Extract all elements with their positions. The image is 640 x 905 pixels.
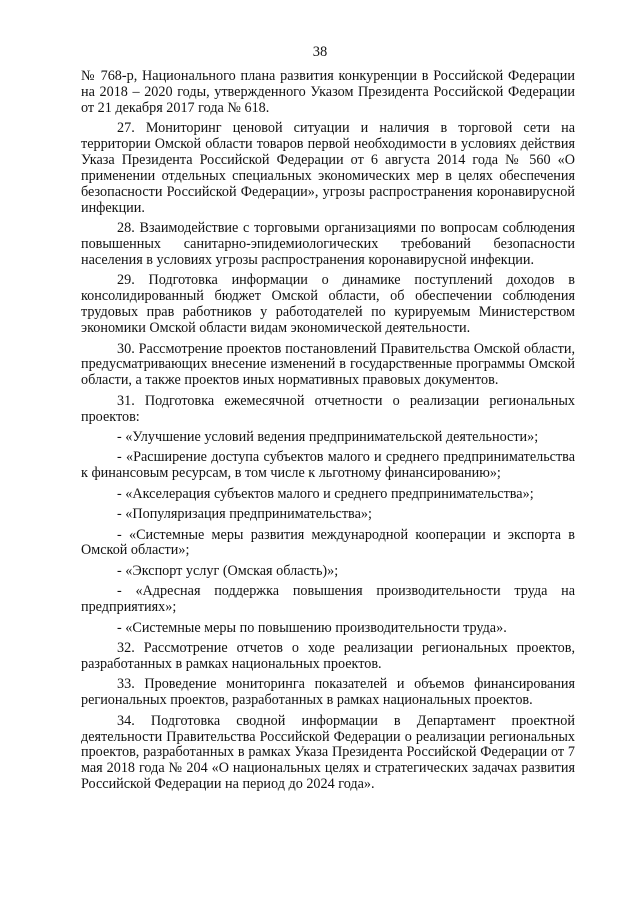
bullet-item: - «Расширение доступа субъектов малого и среднего предпринимательства к финансовым ресурсам, в том числе к льготному финансированию»; xyxy=(81,449,575,482)
bullet-item: - «Акселерация субъектов малого и среднего предпринимательства»; xyxy=(117,485,534,502)
paragraph-item-33: 33. Проведение мониторинга показателей и объемов финансирования региональных проектов, разработанных в рамках национальных проектов. xyxy=(81,676,575,709)
bullet-item: - «Популяризация предпринимательства»; xyxy=(117,506,372,523)
paragraph-item-31: 31. Подготовка ежемесячной отчетности о реализации региональных проектов: xyxy=(81,392,575,425)
bullet-item: - «Системные меры развития международной кооперации и экспорта в Омской области»; xyxy=(81,526,575,559)
document-body xyxy=(81,69,575,798)
page-number: 38 xyxy=(312,44,328,60)
bullet-item: - «Адресная поддержка повышения производительности труда на предприятиях»; xyxy=(81,583,575,616)
bullet-item: - «Экспорт услуг (Омская область)»; xyxy=(117,562,339,579)
paragraph-item-30: 30. Рассмотрение проектов постановлений Правительства Омской области, предусматривающих внесение изменений в государственные программы Омской области, а также проектов иных нормативных правовых документов. xyxy=(81,340,575,389)
paragraph-item-32: 32. Рассмотрение отчетов о ходе реализации региональных проектов, разработанных в рамках национальных проектов. xyxy=(81,640,575,672)
paragraph-item-27: 27. Мониторинг ценовой ситуации и наличия в торговой сети на территории Омской области товаров первой необходимости в условиях действия Указа Президента Российской Федерации от 6 августа 2014 года № 560 «О применении отдельных специальных экономических мер в целях обеспечения безопасности Российской Федерации», угрозы распространения коронавирусной инфекции. xyxy=(81,120,575,216)
paragraph-item-34: 34. Подготовка сводной информации в Департамент проектной деятельности Правительства Российской Федерации о реализации региональных проектов, разработанных в рамках Указа Президента Российской Федерации от 7 мая 2018 года № 204 «О национальных целях и стратегических задачах развития Российской Федерации на период до 2024 года». xyxy=(81,712,575,793)
paragraph-item-28: 28. Взаимодействие с торговыми организациями по вопросам соблюдения повышенных санитарно-эпидемиологических требований безопасности населения в условиях угрозы распространения коронавирусной инфекции. xyxy=(81,220,575,268)
bullet-item: - «Системные меры по повышению производительности труда». xyxy=(117,619,507,636)
paragraph-continuation: № 768-р, Национального плана развития конкуренции в Российской Федерации на 2018 – 2020 годы, утвержденного Указом Президента Российской Федерации от 21 декабря 2017 года № 618. xyxy=(81,68,575,116)
bullet-item: - «Улучшение условий ведения предпринимательской деятельности»; xyxy=(117,429,539,446)
paragraph-item-29: 29. Подготовка информации о динамике поступлений доходов в консолидированный бюджет Омской области, об обеспечении соблюдения трудовых прав работников у работодателей по курируемым Министерством экономики Омской области видам экономической деятельности. xyxy=(81,272,575,337)
